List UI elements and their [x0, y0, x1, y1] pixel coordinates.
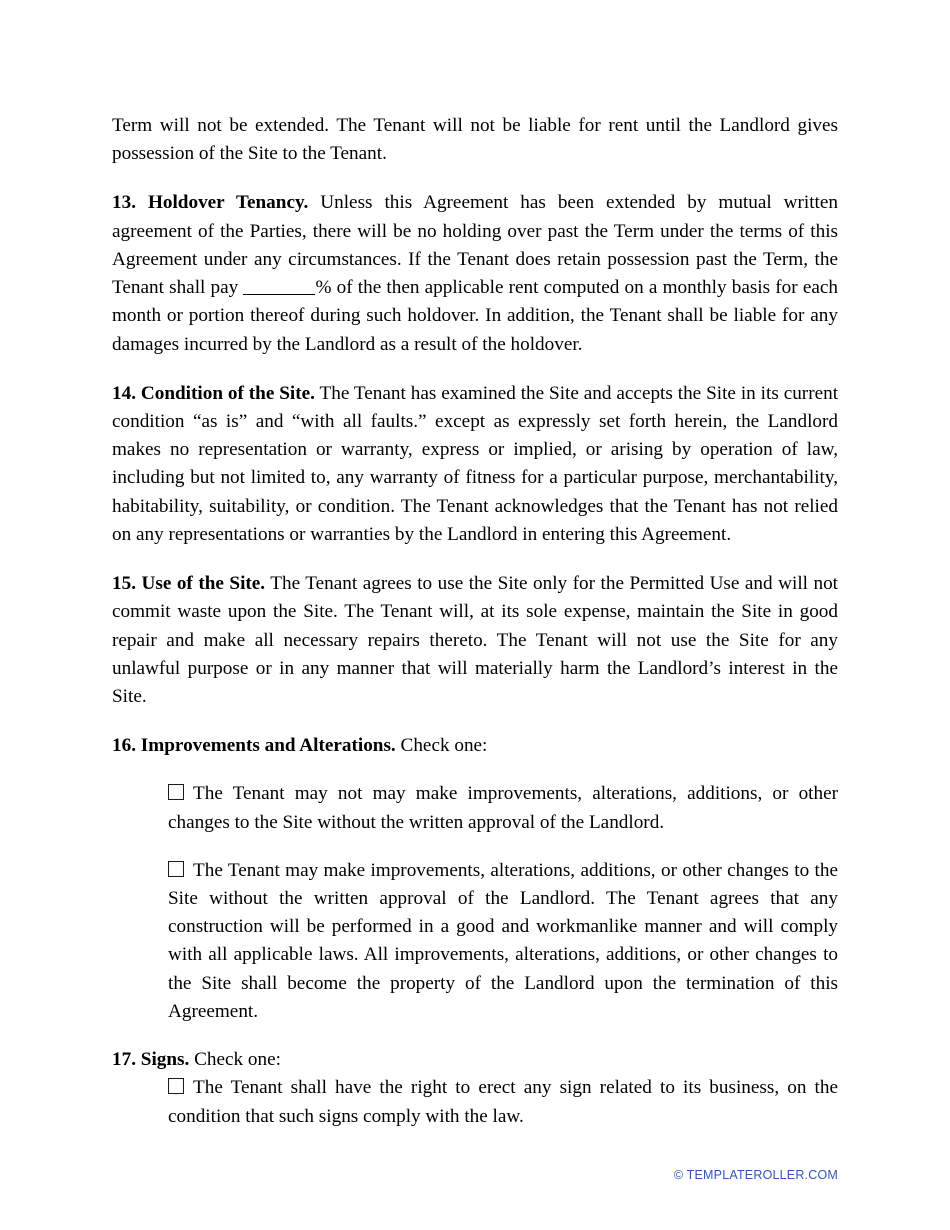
section-16-option-1-label: The Tenant may not may make improvements, alterations, additions, or other changes to the Site without the written approval of the Landlord. [168, 783, 838, 833]
section-16-options [168, 780, 838, 1026]
section-17-body: Check one: [194, 1049, 281, 1071]
section-13-heading: 13. Holdover Tenancy. [112, 192, 309, 214]
section-17-option-1[interactable] [168, 1074, 838, 1130]
section-15 [112, 570, 838, 711]
section-14 [112, 380, 838, 549]
section-15-body: The Tenant agrees to use the Site only for the Permitted Use and will not commit waste upon the Site. The Tenant will, at its sole expense, maintain the Site in good repair and make all necessary repairs thereto. The Tenant will not use the Site for any unlawful purpose or in any manner that will materially harm the Landlord’s interest in the Site. [112, 573, 838, 707]
section-14-body: The Tenant has examined the Site and accepts the Site in its current condition “as is” and “with all faults.” except as expressly set forth herein, the Landlord makes no representation or warranty, express or implied, or arising by operation of law, including but not limited to, any warranty of fitness for a particular purpose, merchantability, habitability, suitability, or condition. The Tenant acknowledges that the Tenant has not relied on any representations or warranties by the Landlord in entering this Agreement. [112, 382, 839, 545]
section-17-heading: 17. Signs. [112, 1049, 190, 1071]
checkbox-icon[interactable] [168, 1078, 184, 1094]
footer-text[interactable]: © TEMPLATEROLLER.COM [673, 1168, 838, 1182]
section-17-options [168, 1074, 838, 1130]
checkbox-icon[interactable] [168, 784, 184, 800]
section-14-heading: 14. Condition of the Site. [112, 382, 315, 404]
holdover-percent-blank[interactable] [243, 294, 315, 295]
section-16 [112, 732, 838, 760]
checkbox-icon[interactable] [168, 861, 184, 877]
section-13-body-part2: % of the then applicable rent computed on a monthly basis for each month or portion thereof during such holdover. In addition, the Tenant shall be liable for any damages incurred by the Landlord as a result of the holdover. [112, 277, 838, 355]
section-16-heading: 16. Improvements and Alterations. [112, 735, 396, 757]
section-13 [112, 189, 838, 358]
section-13-body-part1: Unless this Agreement has been extended by mutual written agreement of the Parties, there will be no holding over past the Term under the terms of this Agreement under any circumstances. If the Tenant does retain possession past the Term, the Tenant shall pay [112, 192, 838, 299]
section-16-option-2-label: The Tenant may make improvements, alterations, additions, or other changes to the Site without the written approval of the Landlord. The Tenant agrees that any construction will be performed in a good and workmanlike manner and will comply with all applicable laws. All improvements, alterations, additions, or other changes to the Site shall become the property of the Landlord upon the termination of this Agreement. [168, 859, 838, 1022]
section-16-option-2[interactable] [168, 857, 838, 1026]
continued-paragraph: Term will not be extended. The Tenant will not be liable for rent until the Landlord gives possession of the Site to the Tenant. [112, 115, 838, 165]
section-16-body: Check one: [400, 735, 488, 757]
footer-watermark [0, 1168, 838, 1182]
section-17-option-1-label: The Tenant shall have the right to erect any sign related to its business, on the condition that such signs comply with the law. [168, 1077, 838, 1127]
section-15-heading: 15. Use of the Site. [112, 573, 266, 595]
section-17 [112, 1046, 838, 1074]
section-16-option-1[interactable] [168, 780, 838, 836]
